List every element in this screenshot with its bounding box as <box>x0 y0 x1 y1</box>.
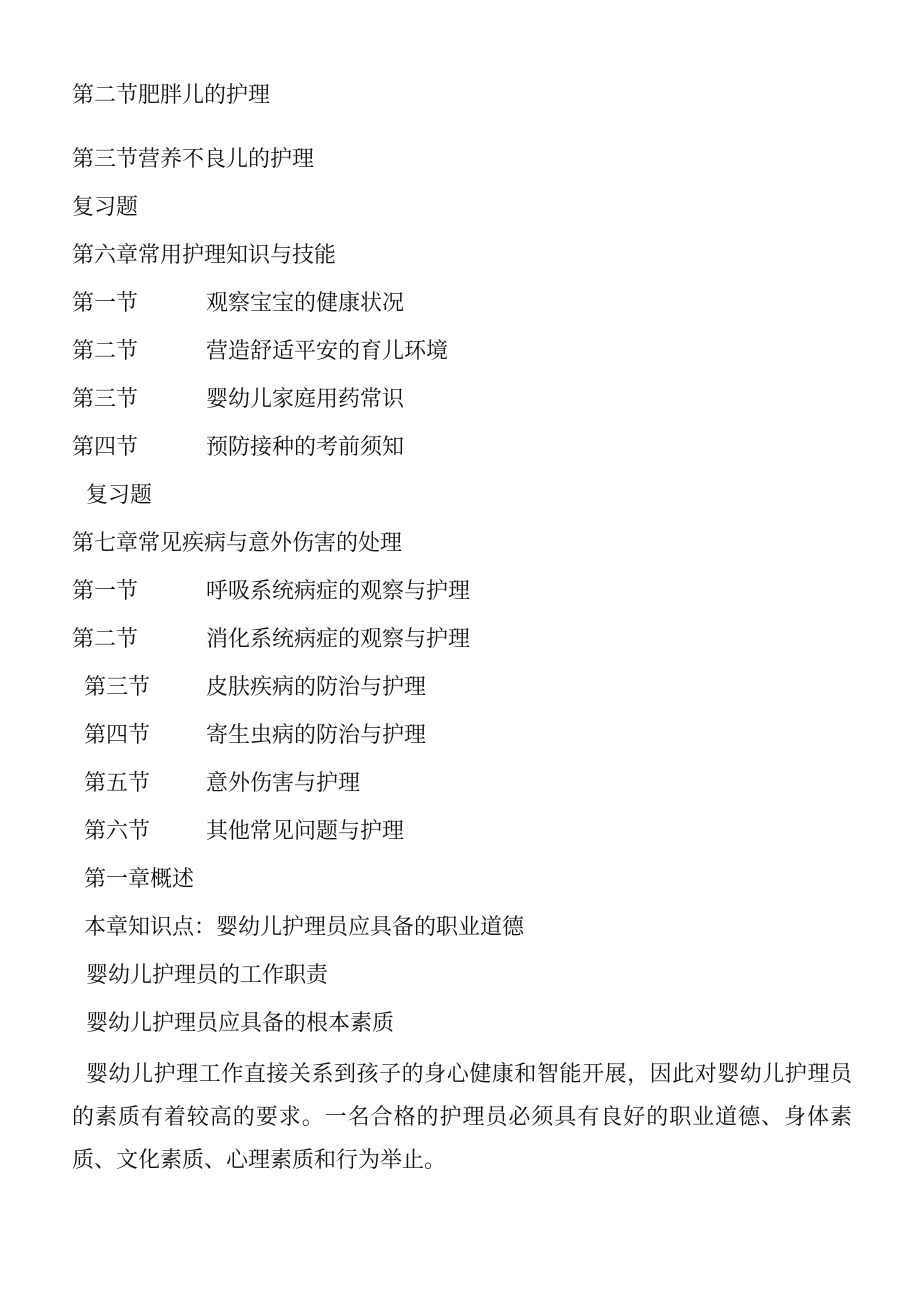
toc-line-obesity: 第二节肥胖儿的护理 <box>72 83 271 108</box>
knowledge-point-item: 婴幼儿护理员应具备的根本素质 <box>86 1011 395 1036</box>
knowledge-point-item: 婴幼儿护理员的工作职责 <box>86 963 329 988</box>
section-title: 其他常见问题与护理 <box>206 819 405 844</box>
section-number: 第六节 <box>84 819 151 844</box>
toc-line-review: 复习题 <box>86 483 153 508</box>
section-title: 皮肤疾病的防治与护理 <box>206 675 427 700</box>
knowledge-points: 本章知识点：婴幼儿护理员应具备的职业道德 <box>84 915 525 940</box>
section-title: 观察宝宝的健康状况 <box>206 291 405 316</box>
section-title: 呼吸系统病症的观察与护理 <box>206 579 471 604</box>
chapter-6-heading: 第六章常用护理知识与技能 <box>72 243 337 268</box>
body-paragraph: 婴幼儿护理工作直接关系到孩子的身心健康和智能开展，因此对婴幼儿护理员的素质有着较高的要求。一名合格的护理员必须具有良好的职业道德、身体素质、文化素质、心理素质和行为举止。 <box>72 1062 852 1173</box>
section-number: 第五节 <box>84 771 151 796</box>
section-number: 第一节 <box>72 291 139 316</box>
section-number: 第三节 <box>72 387 139 412</box>
section-title: 营造舒适平安的育儿环境 <box>206 339 449 364</box>
section-title: 消化系统病症的观察与护理 <box>206 627 471 652</box>
section-number: 第二节 <box>72 339 139 364</box>
toc-line-review: 复习题 <box>72 195 139 220</box>
section-title: 意外伤害与护理 <box>206 771 361 796</box>
section-number: 第四节 <box>84 723 151 748</box>
section-number: 第三节 <box>84 675 151 700</box>
section-number: 第一节 <box>72 579 139 604</box>
chapter-7-heading: 第七章常见疾病与意外伤害的处理 <box>72 531 403 556</box>
toc-line-malnutrition: 第三节营养不良儿的护理 <box>72 147 315 172</box>
section-title: 预防接种的考前须知 <box>206 435 405 460</box>
section-title: 寄生虫病的防治与护理 <box>206 723 427 748</box>
chapter-1-heading: 第一章概述 <box>84 867 195 892</box>
section-number: 第四节 <box>72 435 139 460</box>
section-number: 第二节 <box>72 627 139 652</box>
section-title: 婴幼儿家庭用药常识 <box>206 387 405 412</box>
